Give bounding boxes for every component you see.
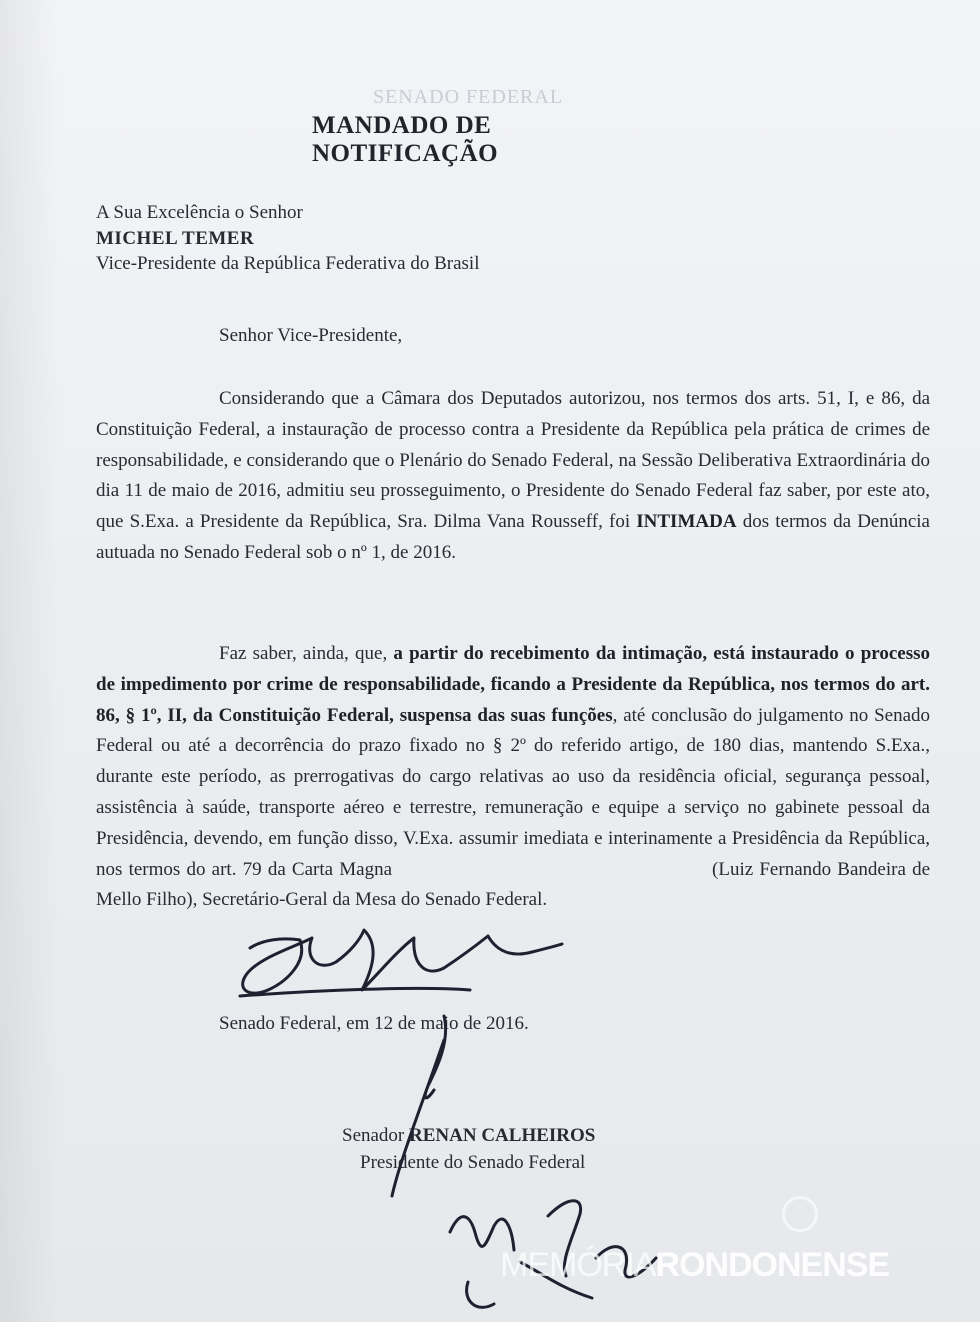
recipient-name: MICHEL TEMER [96,228,255,249]
watermark-light: MEMÓRIA [500,1246,656,1284]
watermark-bold: RONDONENSE [655,1246,890,1284]
salutation: Senhor Vice-Presidente, [219,325,403,346]
paragraph-2-text-a: Faz saber, ainda, que, [219,643,394,664]
signatory-name: RENAN CALHEIROS [409,1125,596,1146]
secretary-signature-flourish [240,988,470,996]
paragraph-1-text-b: dos termos da Denúncia autuada no Senado Federal sob o nº 1, de 2016. [96,511,930,563]
date-line: Senado Federal, em 12 de maio de 2016. [219,1013,529,1034]
recipient-salutation-line: A Sua Excelência o Senhor [96,202,303,223]
paragraph-1-bold: INTIMADA [636,511,737,533]
paragraph-2-bold: a partir do recebimento da intimação, está instaurado o processo de impedimento por crime de responsabilidade, ficando a Presidente da República, nos termos do art. 86, § 1º, II, da Constituição Federal, suspensa das suas funções [96,643,931,726]
watermark-logo-icon [782,1196,818,1232]
paragraph-1-text-a: Considerando que a Câmara dos Deputados autorizou, nos termos dos arts. 51, I, e 86, da Constituição Federal, a instauração de processo contra a Presidente da República pela prática de crimes de responsabilidade, e considerando que o Plenário do Senado Federal, na Sessão Deliberativa Extraordinária do dia 11 de maio de 2016, admitiu seu prosseguimento, o Presidente do Senado Federal faz saber, por este ato, que S.Exa. a Presidente da República, Sra. Dilma Vana Rousseff, foi [96,388,930,533]
letterhead-stamp: SENADO FEDERAL [372,86,564,108]
signatory-role: Presidente do Senado Federal [360,1152,586,1173]
secretary-signature [243,930,562,993]
document-title: MANDADO DE NOTIFICAÇÃO [312,112,499,167]
paragraph-2-text-c: (Luiz Fernando Bandeira de Mello Filho), Secretário-Geral da Mesa do Senado Federal. [96,858,931,911]
president-signature-flourish [392,1016,446,1196]
watermark [500,1246,940,1285]
paragraph-2-text-b: , até conclusão do julgamento no Senado Federal ou até a decorrência do prazo fixado no § 2º do referido artigo, de 180 dias, mantendo S.Exa., durante este período, as prerrogativas do cargo relativas ao uso da residência oficial, segurança pessoal, assistência à saúde, transporte aéreo e terrestre, remuneração e equipe a serviço no gabinete pessoal da Presidência, devendo, em função disso, V.Exa. assumir imediata e interinamente a Presidência da República, nos termos do art. 79 da Carta Magna [96,704,930,880]
recipient-role: Vice-Presidente da República Federativa do Brasil [96,253,480,274]
signatory-prefix: Senador [342,1125,410,1146]
